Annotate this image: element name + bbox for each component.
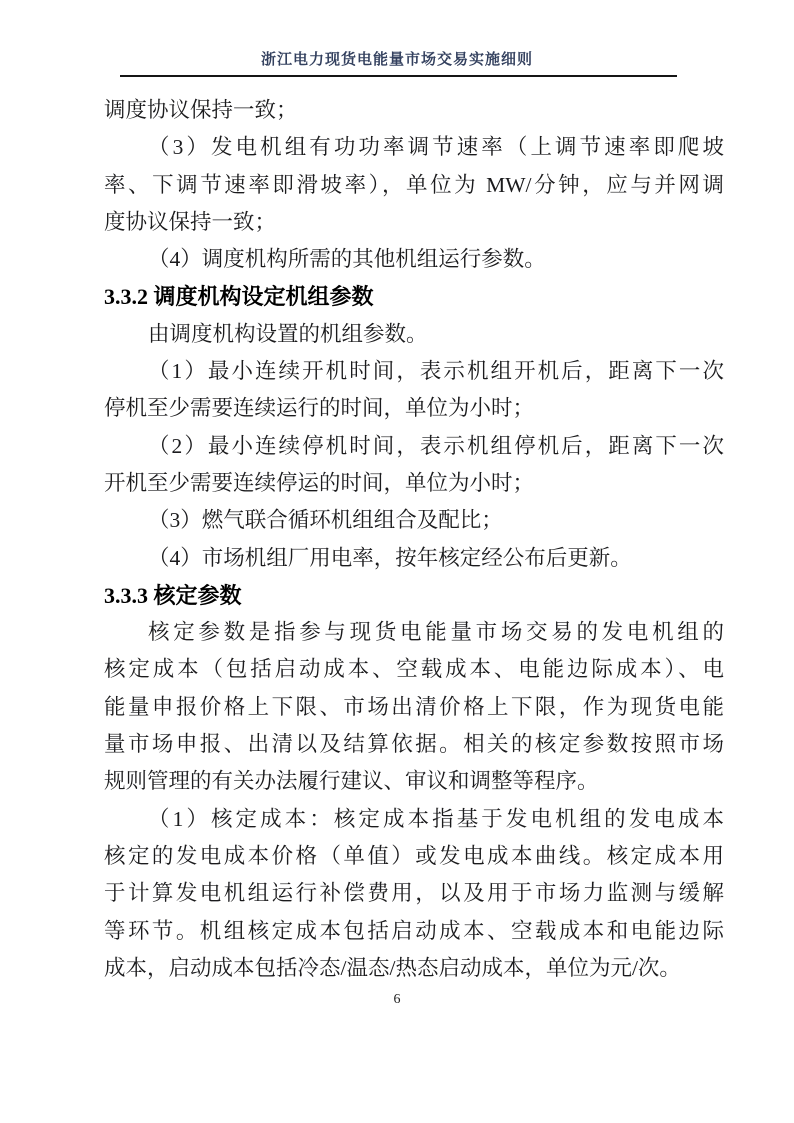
- paragraph-line: 核定的发电成本价格（单值）或发电成本曲线。核定成本用: [104, 843, 724, 868]
- paragraph-line: 率、下调节速率即滑坡率），单位为 MW/分钟，应与并网调: [104, 172, 724, 197]
- paragraph-line: （4）市场机组厂用电率，按年核定经公布后更新。: [148, 545, 632, 570]
- page-number: 6: [393, 992, 401, 1007]
- paragraph-line: （1）核定成本：核定成本指基于发电机组的发电成本: [148, 806, 724, 831]
- paragraph-line: （1）最小连续开机时间，表示机组开机后，距离下一次: [148, 359, 724, 384]
- section-heading: 3.3.2 调度机构设定机组参数: [104, 284, 374, 310]
- paragraph-line: （3）燃气联合循环机组组合及配比；: [148, 508, 503, 533]
- paragraph-line: 核定参数是指参与现货电能量市场交易的发电机组的: [148, 620, 724, 645]
- paragraph-line: 量市场申报、出清以及结算依据。相关的核定参数按照市场: [104, 732, 724, 757]
- paragraph-line: 于计算发电机组运行补偿费用，以及用于市场力监测与缓解: [104, 881, 724, 906]
- header-divider-rule: [120, 75, 677, 77]
- paragraph-line: 成本，启动成本包括冷态/温态/热态启动成本，单位为元/次。: [104, 955, 681, 980]
- paragraph-line: （3）发电机组有功功率调节速率（上调节速率即爬坡: [148, 135, 724, 160]
- document-body: [104, 92, 724, 987]
- paragraph-line: 规则管理的有关办法履行建议、审议和调整等程序。: [104, 769, 599, 794]
- paragraph-line: （4）调度机构所需的其他机组运行参数。: [148, 247, 546, 272]
- paragraph-line: 等环节。机组核定成本包括启动成本、空载成本和电能边际: [104, 918, 724, 943]
- running-header-title: 浙江电力现货电能量市场交易实施细则: [260, 52, 533, 68]
- paragraph-line: 开机至少需要连续停运的时间，单位为小时；: [104, 470, 535, 495]
- paragraph-line: 由调度机构设置的机组参数。: [148, 321, 428, 346]
- paragraph-line: 核定成本（包括启动成本、空载成本、电能边际成本）、电: [104, 657, 724, 682]
- paragraph-line: 调度协议保持一致；: [104, 98, 298, 122]
- paragraph-line: 能量申报价格上下限、市场出清价格上下限，作为现货电能: [104, 694, 724, 719]
- paragraph-line: 停机至少需要连续运行的时间，单位为小时；: [104, 396, 535, 421]
- paragraph-line: （2）最小连续停机时间，表示机组停机后，距离下一次: [148, 433, 724, 458]
- paragraph-line: 度协议保持一致；: [104, 209, 277, 234]
- section-heading: 3.3.3 核定参数: [104, 582, 242, 608]
